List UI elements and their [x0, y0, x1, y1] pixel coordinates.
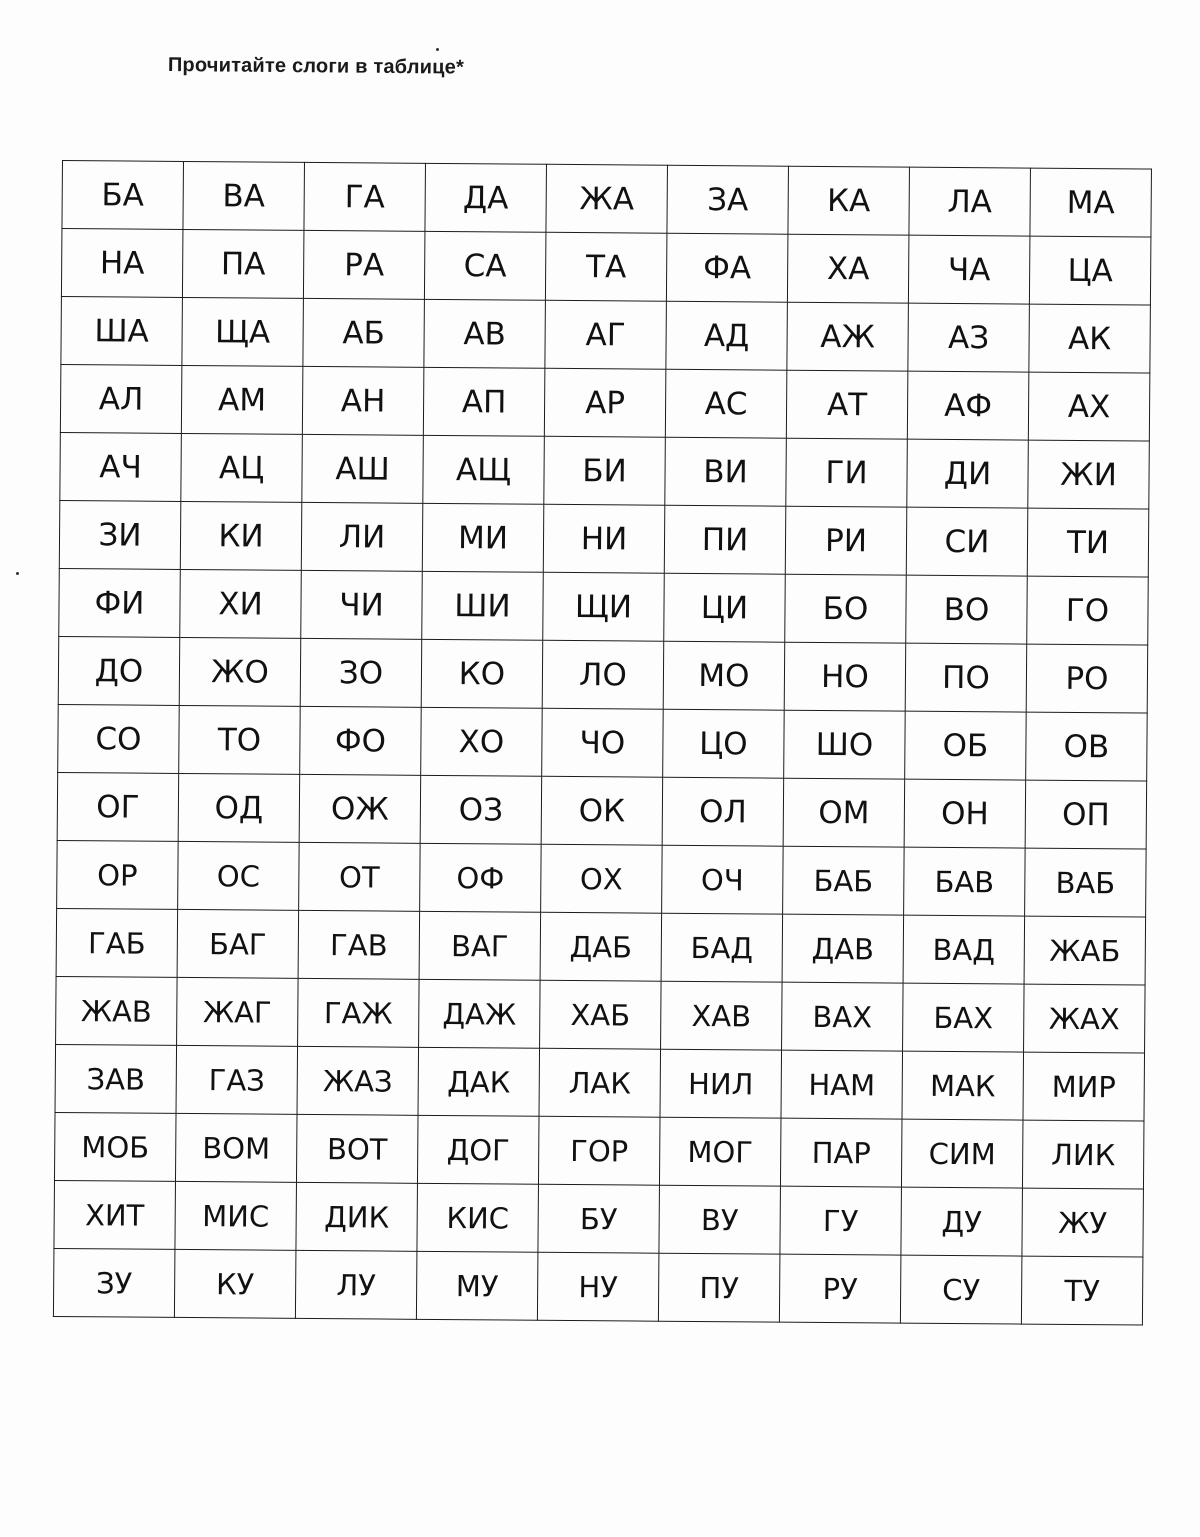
- syllable-cell: ТО: [179, 705, 301, 774]
- syllable-cell: ОВ: [1026, 712, 1148, 781]
- syllable-cell: ДОГ: [417, 1115, 539, 1184]
- syllable-cell: СУ: [900, 1255, 1022, 1324]
- syllable-cell: ГА: [304, 162, 426, 231]
- syllable-cell: НИ: [543, 504, 665, 573]
- syllable-cell: ГОР: [538, 1116, 660, 1185]
- syllable-cell: КИС: [417, 1183, 539, 1252]
- syllable-cell: ХАВ: [661, 981, 783, 1050]
- syllable-cell: БИ: [544, 436, 666, 505]
- table-row: [62, 161, 1152, 238]
- table-row: [56, 976, 1146, 1053]
- table-row: [54, 1180, 1144, 1257]
- syllable-cell: ПАР: [780, 1118, 902, 1187]
- syllable-cell: ОК: [541, 776, 663, 845]
- syllable-cell: НУ: [537, 1252, 659, 1321]
- syllable-cell: МИР: [1023, 1052, 1145, 1121]
- syllable-cell: ЖАГ: [177, 977, 299, 1046]
- syllable-cell: ХА: [787, 234, 909, 303]
- syllable-cell: ТУ: [1021, 1256, 1143, 1325]
- syllable-cell: ПА: [182, 229, 304, 298]
- syllable-cell: ЧО: [542, 708, 664, 777]
- syllable-cell: КО: [421, 639, 543, 708]
- syllable-cell: ОЧ: [662, 845, 784, 914]
- table-row: [57, 772, 1147, 849]
- syllable-cell: ОЗ: [420, 775, 542, 844]
- syllable-cell: СО: [58, 704, 180, 773]
- syllable-cell: ЗО: [300, 638, 422, 707]
- syllable-cell: ЖАБ: [1024, 916, 1146, 985]
- syllable-cell: ОГ: [57, 772, 179, 841]
- syllable-cell: ВАХ: [782, 982, 904, 1051]
- syllable-table-body: [53, 161, 1151, 1326]
- syllable-cell: АН: [302, 366, 424, 435]
- syllable-cell: ЗА: [667, 165, 789, 234]
- syllable-cell: ДО: [58, 636, 180, 705]
- syllable-cell: ЦО: [663, 709, 785, 778]
- syllable-cell: ОМ: [783, 778, 905, 847]
- syllable-cell: СИМ: [901, 1119, 1023, 1188]
- syllable-cell: ПУ: [658, 1253, 780, 1322]
- syllable-cell: ЩА: [182, 297, 304, 366]
- table-row: [59, 568, 1149, 645]
- syllable-cell: ЖА: [546, 164, 668, 233]
- syllable-cell: ЦИ: [664, 573, 786, 642]
- syllable-cell: МИС: [175, 1181, 297, 1250]
- table-row: [55, 1044, 1145, 1121]
- syllable-cell: ОФ: [420, 843, 542, 912]
- table-row: [53, 1248, 1143, 1325]
- syllable-cell: ЧИ: [301, 570, 423, 639]
- table-row: [56, 908, 1146, 985]
- syllable-cell: ОС: [178, 841, 300, 910]
- syllable-cell: АХ: [1028, 372, 1150, 441]
- syllable-cell: ПИ: [664, 505, 786, 574]
- syllable-cell: АП: [423, 367, 545, 436]
- syllable-cell: ВУ: [659, 1185, 781, 1254]
- syllable-cell: АГ: [545, 300, 667, 369]
- syllable-cell: ВИ: [665, 437, 787, 506]
- syllable-cell: КИ: [180, 501, 302, 570]
- syllable-cell: БАД: [661, 913, 783, 982]
- syllable-cell: ГАЗ: [176, 1045, 298, 1114]
- syllable-cell: АР: [544, 368, 666, 437]
- table-row: [54, 1112, 1144, 1189]
- syllable-cell: ЦА: [1029, 236, 1151, 305]
- table-row: [60, 364, 1150, 441]
- syllable-cell: АК: [1029, 304, 1151, 373]
- syllable-cell: ЛУ: [295, 1250, 417, 1319]
- syllable-cell: ВА: [183, 161, 305, 230]
- syllable-cell: МОГ: [659, 1117, 781, 1186]
- syllable-cell: АТ: [786, 370, 908, 439]
- syllable-cell: ЗУ: [53, 1248, 175, 1317]
- syllable-cell: БО: [785, 574, 907, 643]
- syllable-cell: ГО: [1027, 576, 1149, 645]
- syllable-cell: МОБ: [54, 1112, 176, 1181]
- scan-speck: [436, 48, 439, 51]
- syllable-cell: АВ: [424, 299, 546, 368]
- syllable-cell: ХИ: [180, 569, 302, 638]
- syllable-cell: ОЛ: [662, 777, 784, 846]
- syllable-cell: ДАЖ: [419, 979, 541, 1048]
- syllable-cell: АЧ: [60, 432, 182, 501]
- syllable-cell: ГАВ: [298, 910, 420, 979]
- syllable-cell: РО: [1026, 644, 1148, 713]
- syllable-cell: ДИК: [296, 1182, 418, 1251]
- table-row: [59, 500, 1149, 577]
- syllable-cell: ВАД: [903, 915, 1025, 984]
- syllable-cell: БАВ: [904, 847, 1026, 916]
- syllable-cell: РИ: [785, 506, 907, 575]
- table-row: [58, 704, 1148, 781]
- syllable-cell: АЦ: [181, 433, 303, 502]
- syllable-cell: ФА: [666, 233, 788, 302]
- syllable-cell: ХИТ: [54, 1180, 176, 1249]
- syllable-cell: АШ: [302, 434, 424, 503]
- syllable-cell: ВО: [906, 575, 1028, 644]
- table-row: [61, 229, 1151, 306]
- syllable-cell: КУ: [174, 1249, 296, 1318]
- syllable-cell: ПО: [905, 643, 1027, 712]
- syllable-cell: ЖИ: [1028, 440, 1150, 509]
- syllable-cell: АЩ: [423, 435, 545, 504]
- syllable-cell: БА: [62, 161, 184, 230]
- syllable-cell: РУ: [779, 1254, 901, 1323]
- syllable-cell: БУ: [538, 1184, 660, 1253]
- syllable-cell: АЗ: [908, 303, 1030, 372]
- syllable-cell: АД: [666, 301, 788, 370]
- syllable-cell: ЖАЗ: [297, 1046, 419, 1115]
- syllable-cell: ВОМ: [175, 1113, 297, 1182]
- syllable-cell: ВОТ: [296, 1114, 418, 1183]
- syllable-cell: ДИ: [907, 439, 1029, 508]
- syllable-table: [53, 160, 1152, 1326]
- worksheet-title: Прочитайте слоги в таблице*: [167, 54, 465, 79]
- table-row: [60, 432, 1150, 509]
- syllable-cell: ЩИ: [543, 572, 665, 641]
- syllable-cell: МУ: [416, 1251, 538, 1320]
- syllable-cell: СА: [424, 231, 546, 300]
- syllable-cell: ЛАК: [539, 1048, 661, 1117]
- syllable-cell: АБ: [303, 298, 425, 367]
- table-row: [57, 840, 1147, 917]
- syllable-cell: ДАБ: [540, 912, 662, 981]
- syllable-cell: РА: [303, 230, 425, 299]
- syllable-cell: ХО: [421, 707, 543, 776]
- syllable-cell: БАХ: [903, 983, 1025, 1052]
- syllable-cell: ОБ: [905, 711, 1027, 780]
- syllable-cell: ДАК: [418, 1047, 540, 1116]
- syllable-cell: ГУ: [780, 1186, 902, 1255]
- syllable-cell: ЖО: [179, 637, 301, 706]
- syllable-cell: АФ: [907, 371, 1029, 440]
- syllable-cell: ФИ: [59, 568, 181, 637]
- syllable-cell: ЛИ: [301, 502, 423, 571]
- scan-speck: [16, 572, 19, 575]
- syllable-cell: ШИ: [422, 571, 544, 640]
- syllable-cell: ДАВ: [782, 914, 904, 983]
- syllable-cell: КА: [788, 166, 910, 235]
- syllable-cell: ОД: [178, 773, 300, 842]
- syllable-cell: АЖ: [787, 302, 909, 371]
- syllable-cell: ГАЖ: [298, 978, 420, 1047]
- syllable-cell: НО: [784, 642, 906, 711]
- syllable-cell: ЖУ: [1022, 1188, 1144, 1257]
- syllable-cell: ЖАХ: [1024, 984, 1146, 1053]
- syllable-cell: ЛИК: [1022, 1120, 1144, 1189]
- syllable-cell: ОР: [57, 840, 179, 909]
- syllable-cell: ВАГ: [419, 911, 541, 980]
- syllable-cell: ГАБ: [56, 908, 178, 977]
- syllable-cell: ТИ: [1027, 508, 1149, 577]
- syllable-cell: ША: [61, 296, 183, 365]
- syllable-cell: ТА: [545, 232, 667, 301]
- syllable-cell: ОН: [904, 779, 1026, 848]
- syllable-cell: ЖАВ: [56, 976, 178, 1045]
- table-row: [61, 296, 1151, 373]
- syllable-cell: ЗАВ: [55, 1044, 177, 1113]
- syllable-cell: СИ: [906, 507, 1028, 576]
- syllable-cell: БАГ: [177, 909, 299, 978]
- syllable-cell: ОЖ: [299, 774, 421, 843]
- syllable-cell: ЗИ: [59, 500, 181, 569]
- syllable-cell: ДА: [425, 163, 547, 232]
- syllable-cell: ОТ: [299, 842, 421, 911]
- syllable-cell: БАБ: [783, 846, 905, 915]
- syllable-cell: ОХ: [541, 844, 663, 913]
- syllable-cell: МО: [663, 641, 785, 710]
- syllable-cell: ДУ: [901, 1187, 1023, 1256]
- syllable-cell: НАМ: [781, 1050, 903, 1119]
- syllable-cell: ХАБ: [540, 980, 662, 1049]
- syllable-cell: МИ: [422, 503, 544, 572]
- syllable-cell: ОП: [1025, 780, 1147, 849]
- syllable-cell: АЛ: [60, 364, 182, 433]
- syllable-cell: НА: [61, 229, 183, 298]
- syllable-cell: ШО: [784, 710, 906, 779]
- syllable-cell: АС: [665, 369, 787, 438]
- syllable-cell: НИЛ: [660, 1049, 782, 1118]
- syllable-cell: ФО: [300, 706, 422, 775]
- syllable-cell: ЛА: [909, 167, 1031, 236]
- syllable-table-container: [53, 160, 1152, 1326]
- syllable-cell: ВАБ: [1025, 848, 1147, 917]
- syllable-cell: ЛО: [542, 640, 664, 709]
- syllable-cell: АМ: [181, 365, 303, 434]
- syllable-cell: МА: [1030, 168, 1152, 237]
- syllable-cell: МАК: [902, 1051, 1024, 1120]
- syllable-cell: ЧА: [908, 235, 1030, 304]
- syllable-cell: ГИ: [786, 438, 908, 507]
- table-row: [58, 636, 1148, 713]
